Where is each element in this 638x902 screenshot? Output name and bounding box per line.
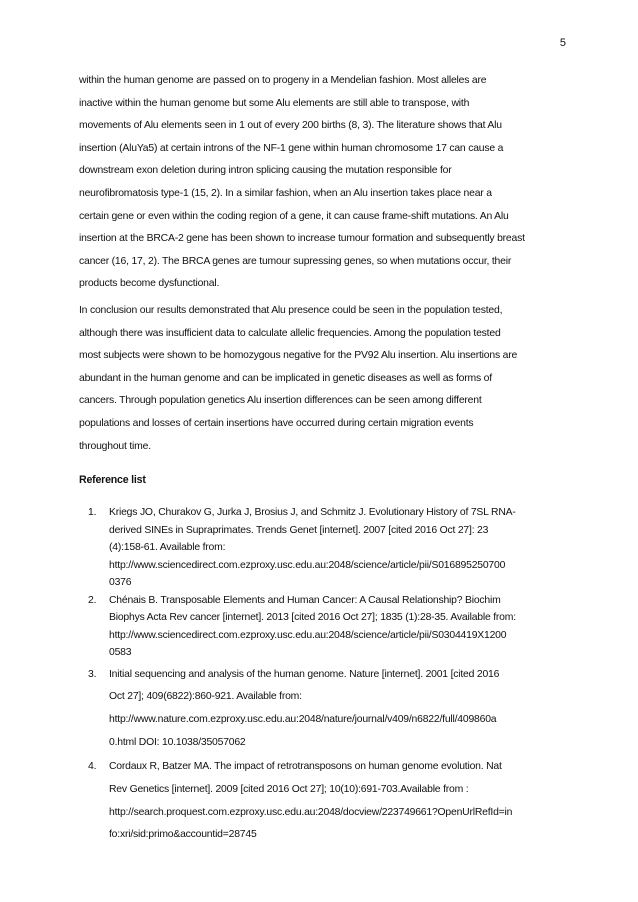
reference-line: Chénais B. Transposable Elements and Human Cancer: A Causal Relationship? Biochim bbox=[109, 594, 501, 606]
text-line: although there was insufficient data to calculate allelic frequencies. Among the population tested bbox=[79, 327, 501, 339]
reference-line: Cordaux R, Batzer MA. The impact of retrotransposons on human genome evolution. Nat bbox=[109, 761, 502, 773]
text-line: movements of Alu elements seen in 1 out of every 200 births (8, 3). The literature shows that Alu bbox=[79, 120, 502, 132]
page-content bbox=[79, 70, 567, 847]
text-line: insertion at the BRCA-2 gene has been shown to increase tumour formation and subsequently breast bbox=[79, 233, 525, 245]
reference-number: 1. bbox=[88, 507, 97, 519]
reference-url: http://www.sciencedirect.com.ezproxy.usc.edu.au:2048/science/article/pii/S016895250700 bbox=[109, 559, 506, 571]
reference-line: Kriegs JO, Churakov G, Jurka J, Brosius J, and Schmitz J. Evolutionary History of 7SL RNA- bbox=[109, 507, 516, 519]
reference-url: fo:xri/sid:primo&accountid=28745 bbox=[109, 829, 257, 841]
reference-line: Rev Genetics [internet]. 2009 [cited 2016 Oct 27]; 10(10):691-703.Available from : bbox=[109, 784, 469, 796]
text-line: products become dysfunctional. bbox=[79, 278, 220, 290]
reference-item bbox=[79, 592, 567, 662]
text-line: cancers. Through population genetics Alu insertion differences can be seen among different bbox=[79, 395, 482, 407]
reference-line: Oct 27]; 409(6822):860-921. Available from: bbox=[109, 691, 302, 703]
text-line: cancer (16, 17, 2). The BRCA genes are tumour supressing genes, so when mutations occur, their bbox=[79, 255, 512, 267]
reference-url: http://search.proquest.com.ezproxy.usc.edu.au:2048/docview/223749661?OpenUrlRefId=in bbox=[109, 806, 513, 818]
reference-item bbox=[79, 756, 567, 847]
text-line: In conclusion our results demonstrated that Alu presence could be seen in the population tested, bbox=[79, 304, 503, 316]
discussion-paragraph bbox=[79, 70, 567, 296]
reference-url: 0.html DOI: 10.1038/35057062 bbox=[109, 736, 246, 748]
reference-line: Initial sequencing and analysis of the human genome. Nature [internet]. 2001 [cited 2016 bbox=[109, 668, 500, 680]
reference-number: 4. bbox=[88, 761, 97, 773]
reference-url: 0583 bbox=[109, 647, 132, 659]
page-number: 5 bbox=[559, 37, 566, 49]
text-line: populations and losses of certain insertions have occurred during certain migration events bbox=[79, 417, 474, 429]
reference-url: http://www.sciencedirect.com.ezproxy.usc.edu.au:2048/science/article/pii/S0304419X1200 bbox=[109, 629, 507, 641]
text-line: neurofibromatosis type-1 (15, 2). In a similar fashion, when an Alu insertion takes place near a bbox=[79, 187, 492, 199]
reference-line: derived SINEs in Supraprimates. Trends Genet [internet]. 2007 [cited 2016 Oct 27]: 23 bbox=[109, 524, 489, 536]
text-line: abundant in the human genome and can be implicated in genetic diseases as well as forms of bbox=[79, 372, 492, 384]
reference-number: 2. bbox=[88, 594, 97, 606]
reference-number: 3. bbox=[88, 668, 97, 680]
reference-line: (4):158-61. Available from: bbox=[109, 542, 226, 554]
text-line: within the human genome are passed on to progeny in a Mendelian fashion. Most alleles are bbox=[79, 75, 487, 86]
text-line: certain gene or even within the coding region of a gene, it can cause frame-shift mutations. An Alu bbox=[79, 210, 509, 222]
reference-url: http://www.nature.com.ezproxy.usc.edu.au:2048/nature/journal/v409/n6822/full/409860a bbox=[109, 713, 497, 725]
reference-list-heading: Reference list bbox=[79, 474, 146, 487]
reference-list bbox=[79, 504, 567, 847]
reference-item bbox=[79, 664, 567, 755]
reference-url: 0376 bbox=[109, 577, 132, 589]
text-line: inactive within the human genome but some Alu elements are still able to transpose, with bbox=[79, 97, 470, 109]
conclusion-paragraph bbox=[79, 300, 567, 458]
text-line: downstream exon deletion during intron splicing causing the mutation responsible for bbox=[79, 165, 452, 177]
text-line: insertion (AluYa5) at certain introns of the NF-1 gene within human chromosome 17 can cause a bbox=[79, 142, 504, 154]
reference-line: Biophys Acta Rev cancer [internet]. 2013 [cited 2016 Oct 27]; 1835 (1):28-35. Available from: bbox=[109, 612, 516, 624]
text-line: throughout time. bbox=[79, 440, 151, 452]
reference-item bbox=[79, 504, 567, 592]
text-line: most subjects were shown to be homozygous negative for the PV92 Alu insertion. Alu insertions are bbox=[79, 350, 518, 362]
